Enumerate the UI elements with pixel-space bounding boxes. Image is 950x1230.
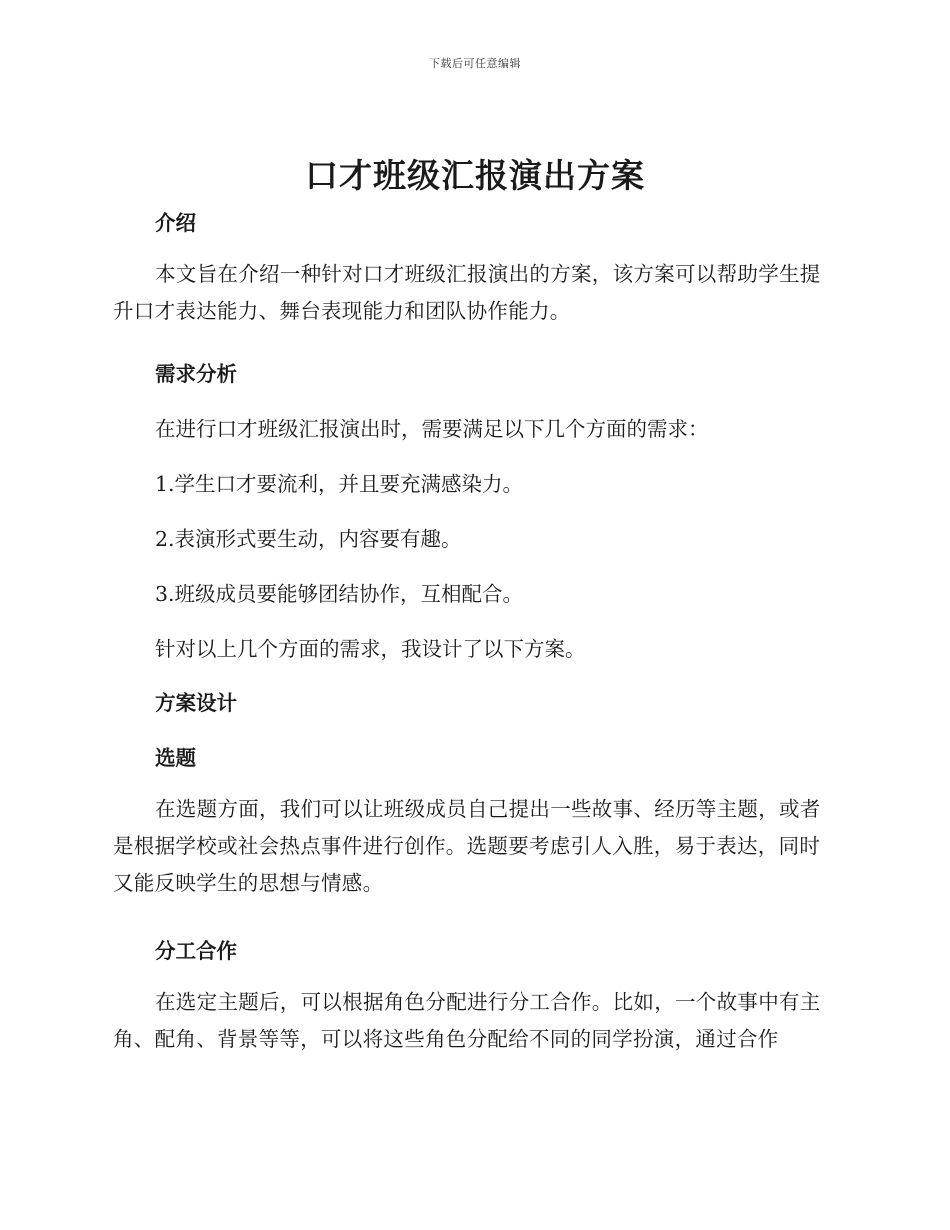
section-heading-design: 方案设计 — [155, 691, 237, 715]
intro-paragraph-container — [113, 256, 833, 330]
needs-list-item-1: 1.学生口才要流利，并且要充满感染力。 — [155, 472, 524, 496]
section-heading-needs: 需求分析 — [155, 362, 237, 386]
needs-list-item-2: 2.表演形式要生动，内容要有趣。 — [155, 527, 462, 551]
topic-paragraph-container — [113, 791, 833, 902]
needs-lead-text: 在进行口才班级汇报演出时，需要满足以下几个方面的需求： — [155, 417, 709, 441]
intro-paragraph: 本文旨在介绍一种针对口才班级汇报演出的方案，该方案可以帮助学生提升口才表达能力、舞台表现能力和团队协作能力。 — [113, 262, 821, 323]
needs-list-item-3: 3.班级成员要能够团结协作，互相配合。 — [155, 582, 524, 606]
subsection-heading-topic: 选题 — [155, 746, 196, 770]
topic-paragraph: 在选题方面，我们可以让班级成员自己提出一些故事、经历等主题，或者是根据学校或社会热点事件进行创作。选题要考虑引人入胜，易于表达，同时又能反映学生的思想与情感。 — [113, 797, 821, 895]
needs-conclusion-text: 针对以上几个方面的需求，我设计了以下方案。 — [155, 637, 586, 661]
subsection-heading-division: 分工合作 — [155, 939, 237, 963]
division-paragraph: 在选定主题后，可以根据角色分配进行分工合作。比如，一个故事中有主角、配角、背景等等，可以将这些角色分配给不同的同学扮演，通过合作 — [113, 990, 821, 1051]
document-title: 口才班级汇报演出方案 — [305, 156, 645, 195]
division-paragraph-container — [113, 984, 833, 1058]
section-heading-intro: 介绍 — [155, 211, 196, 235]
page-header-note: 下载后可任意编辑 — [429, 57, 521, 70]
